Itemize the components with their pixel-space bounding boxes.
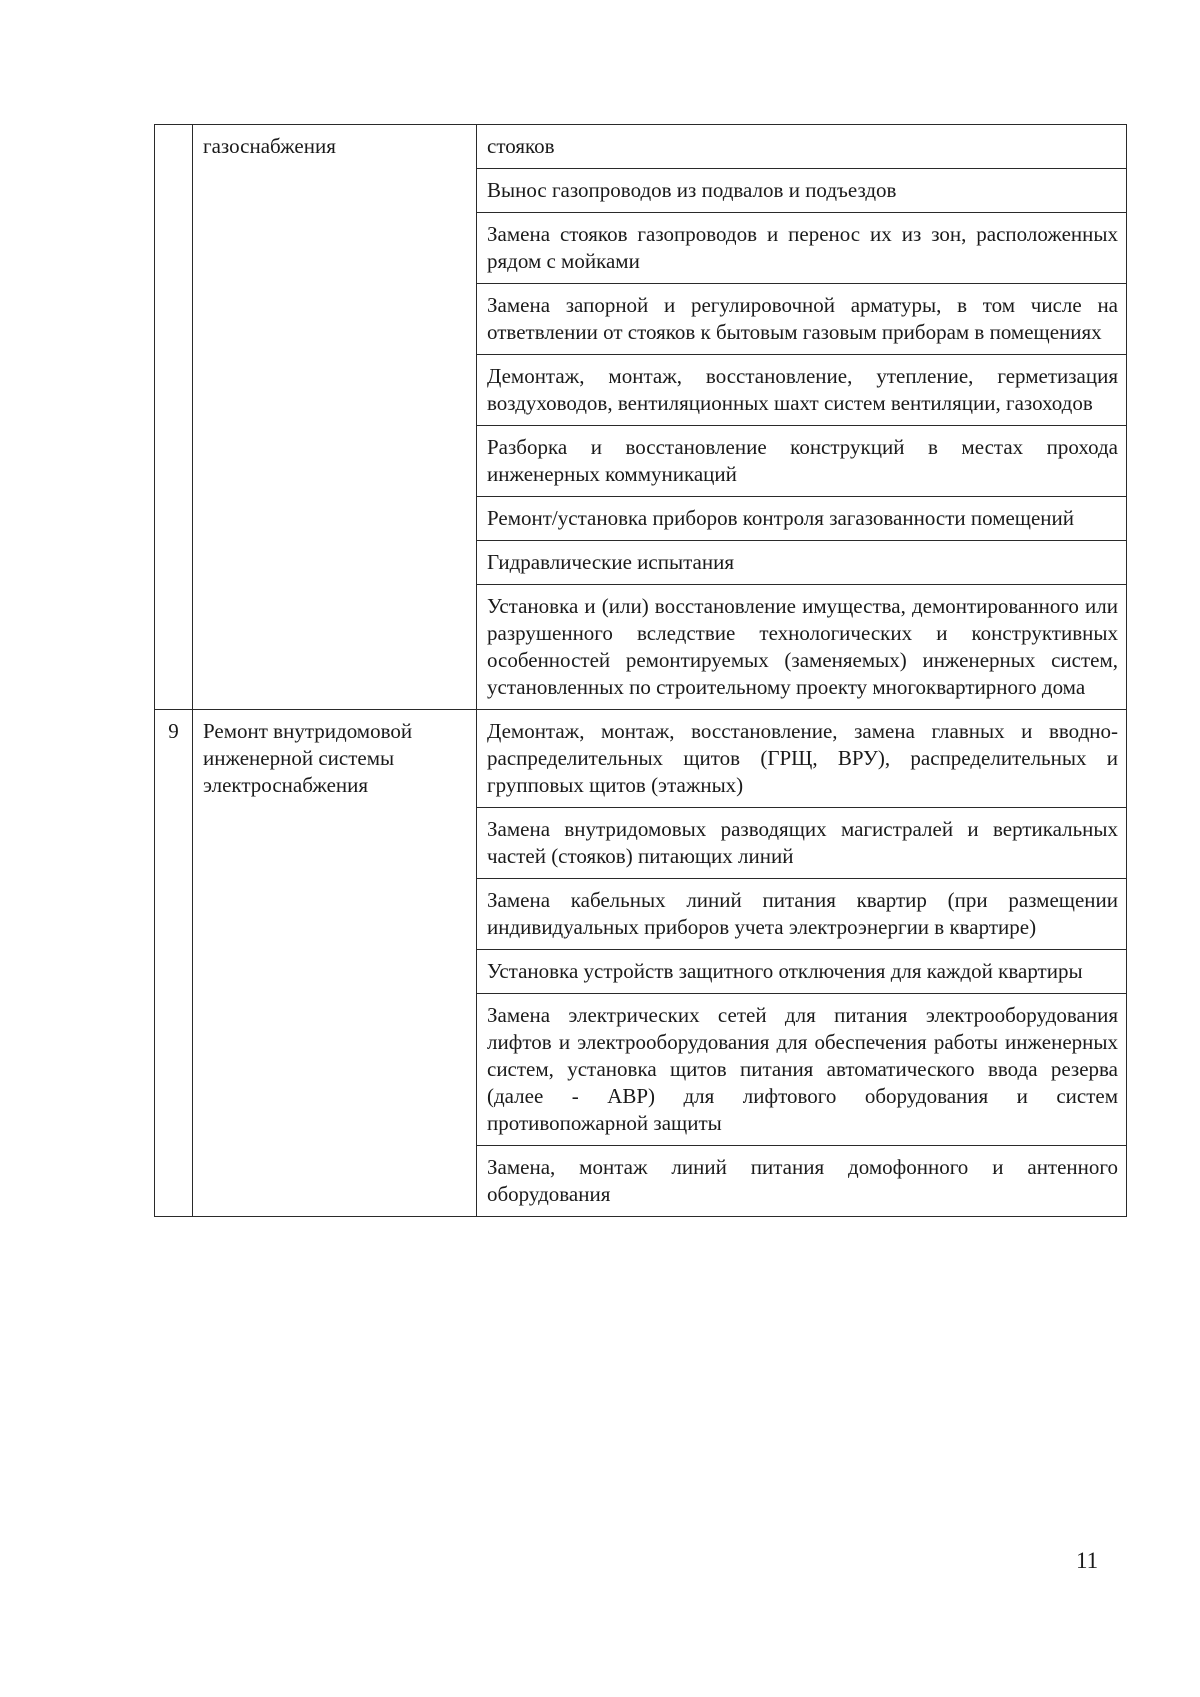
work-item-cell: Гидравлические испытания <box>477 541 1127 585</box>
system-title-cell: Ремонт внутридомовой инженерной системы электроснабжения <box>193 710 477 1217</box>
work-item-cell: Демонтаж, монтаж, восстановление, утепление, герметизация воздуховодов, вентиляционных шахт систем вентиляции, газоходов <box>477 355 1127 426</box>
work-item-cell: Замена запорной и регулировочной арматуры, в том числе на ответвлении от стояков к бытовым газовым приборам в помещениях <box>477 284 1127 355</box>
work-item-cell: Замена электрических сетей для питания электрооборудования лифтов и электрооборудования для обеспечения работы инженерных систем, установка щитов питания автоматического ввода резерва (далее - АВР) для лифтового оборудования и систем противопожарной защиты <box>477 994 1127 1146</box>
work-item-cell: Ремонт/установка приборов контроля загазованности помещений <box>477 497 1127 541</box>
work-item-cell: Вынос газопроводов из подвалов и подъездов <box>477 169 1127 213</box>
work-item-cell: стояков <box>477 125 1127 169</box>
table-row <box>155 710 1127 808</box>
works-table <box>154 124 1127 1217</box>
row-number-cell: 9 <box>155 710 193 1217</box>
work-item-cell: Установка устройств защитного отключения для каждой квартиры <box>477 950 1127 994</box>
work-item-cell: Демонтаж, монтаж, восстановление, замена главных и вводно-распределительных щитов (ГРЩ, ВРУ), распределительных и групповых щитов (этажных) <box>477 710 1127 808</box>
work-item-cell: Замена стояков газопроводов и перенос их из зон, расположенных рядом с мойками <box>477 213 1127 284</box>
row-number-cell <box>155 125 193 710</box>
works-table-body <box>155 125 1127 1217</box>
page-number: 11 <box>1076 1548 1099 1573</box>
work-item-cell: Разборка и восстановление конструкций в местах прохода инженерных коммуникаций <box>477 426 1127 497</box>
work-item-cell: Замена кабельных линий питания квартир (при размещении индивидуальных приборов учета электроэнергии в квартире) <box>477 879 1127 950</box>
work-item-cell: Установка и (или) восстановление имущества, демонтированного или разрушенного вследствие технологических и конструктивных особенностей ремонтируемых (заменяемых) инженерных систем, установленных по строительному проекту многоквартирного дома <box>477 585 1127 710</box>
table-row <box>155 125 1127 169</box>
work-item-cell: Замена, монтаж линий питания домофонного и антенного оборудования <box>477 1146 1127 1217</box>
system-title-cell: газоснабжения <box>193 125 477 710</box>
work-item-cell: Замена внутридомовых разводящих магистралей и вертикальных частей (стояков) питающих линий <box>477 808 1127 879</box>
